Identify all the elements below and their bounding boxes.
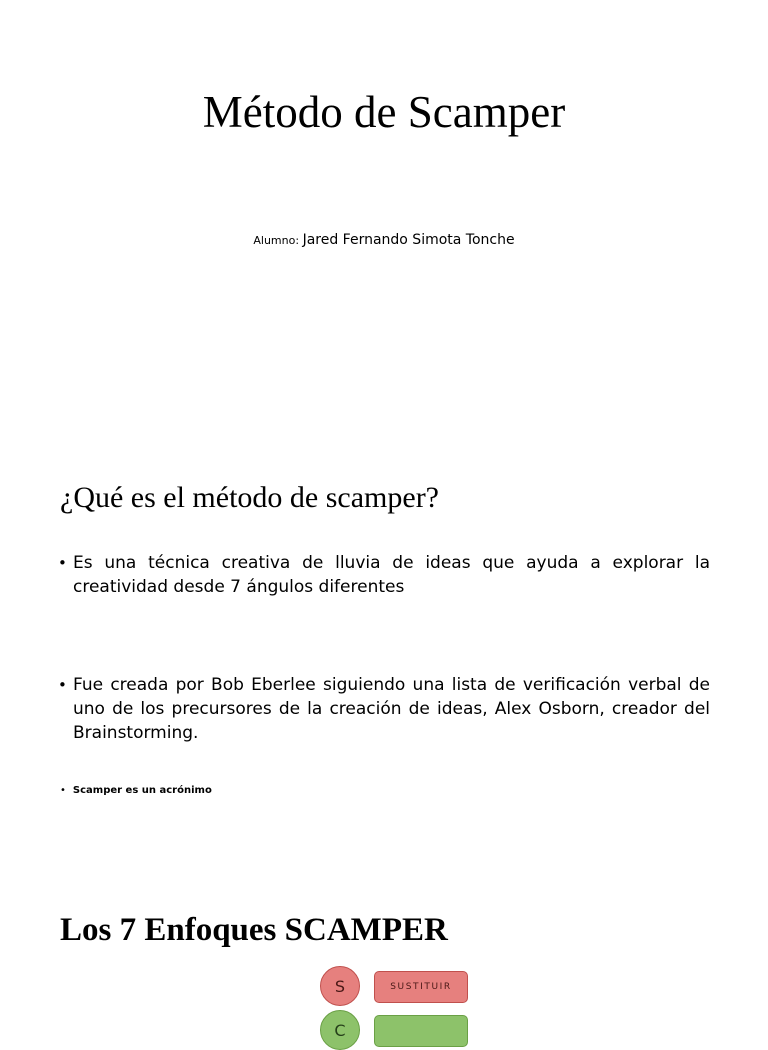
definition-title: ¿Qué es el método de scamper?: [60, 481, 439, 514]
author-name: Jared Fernando Simota Tonche: [302, 232, 515, 248]
letter-circle-c: C: [320, 1010, 360, 1050]
bullet-text: Scamper es un acrónimo: [72, 785, 212, 796]
bullet-text: Es una técnica creativa de lluvia de ideas que ayuda a explorar la creatividad desde 7 ángulos diferentes: [73, 553, 710, 597]
bullet-item: [58, 551, 710, 599]
label-pill-sustituir: SUSTITUIR: [374, 971, 468, 1003]
label-pill-c: [374, 1015, 468, 1047]
bullet-dot: •: [58, 554, 67, 572]
bullet-text: Fue creada por Bob Eberlee siguiendo una lista de verificación verbal de uno de los precursores de la creación de ideas, Alex Osborn, creador del Brainstorming.: [73, 675, 710, 743]
author-label: Alumno:: [253, 234, 303, 247]
bullet-item-small: [60, 785, 212, 796]
author-line: [0, 229, 768, 248]
bullet-dot: •: [58, 676, 67, 694]
approaches-title: Los 7 Enfoques SCAMPER: [60, 912, 448, 948]
letter-circle-s: S: [320, 966, 360, 1006]
bullet-dot: •: [60, 785, 66, 796]
presentation-title: Método de Scamper: [202, 87, 566, 137]
bullet-item: [58, 673, 710, 745]
slide-title: [0, 0, 768, 430]
